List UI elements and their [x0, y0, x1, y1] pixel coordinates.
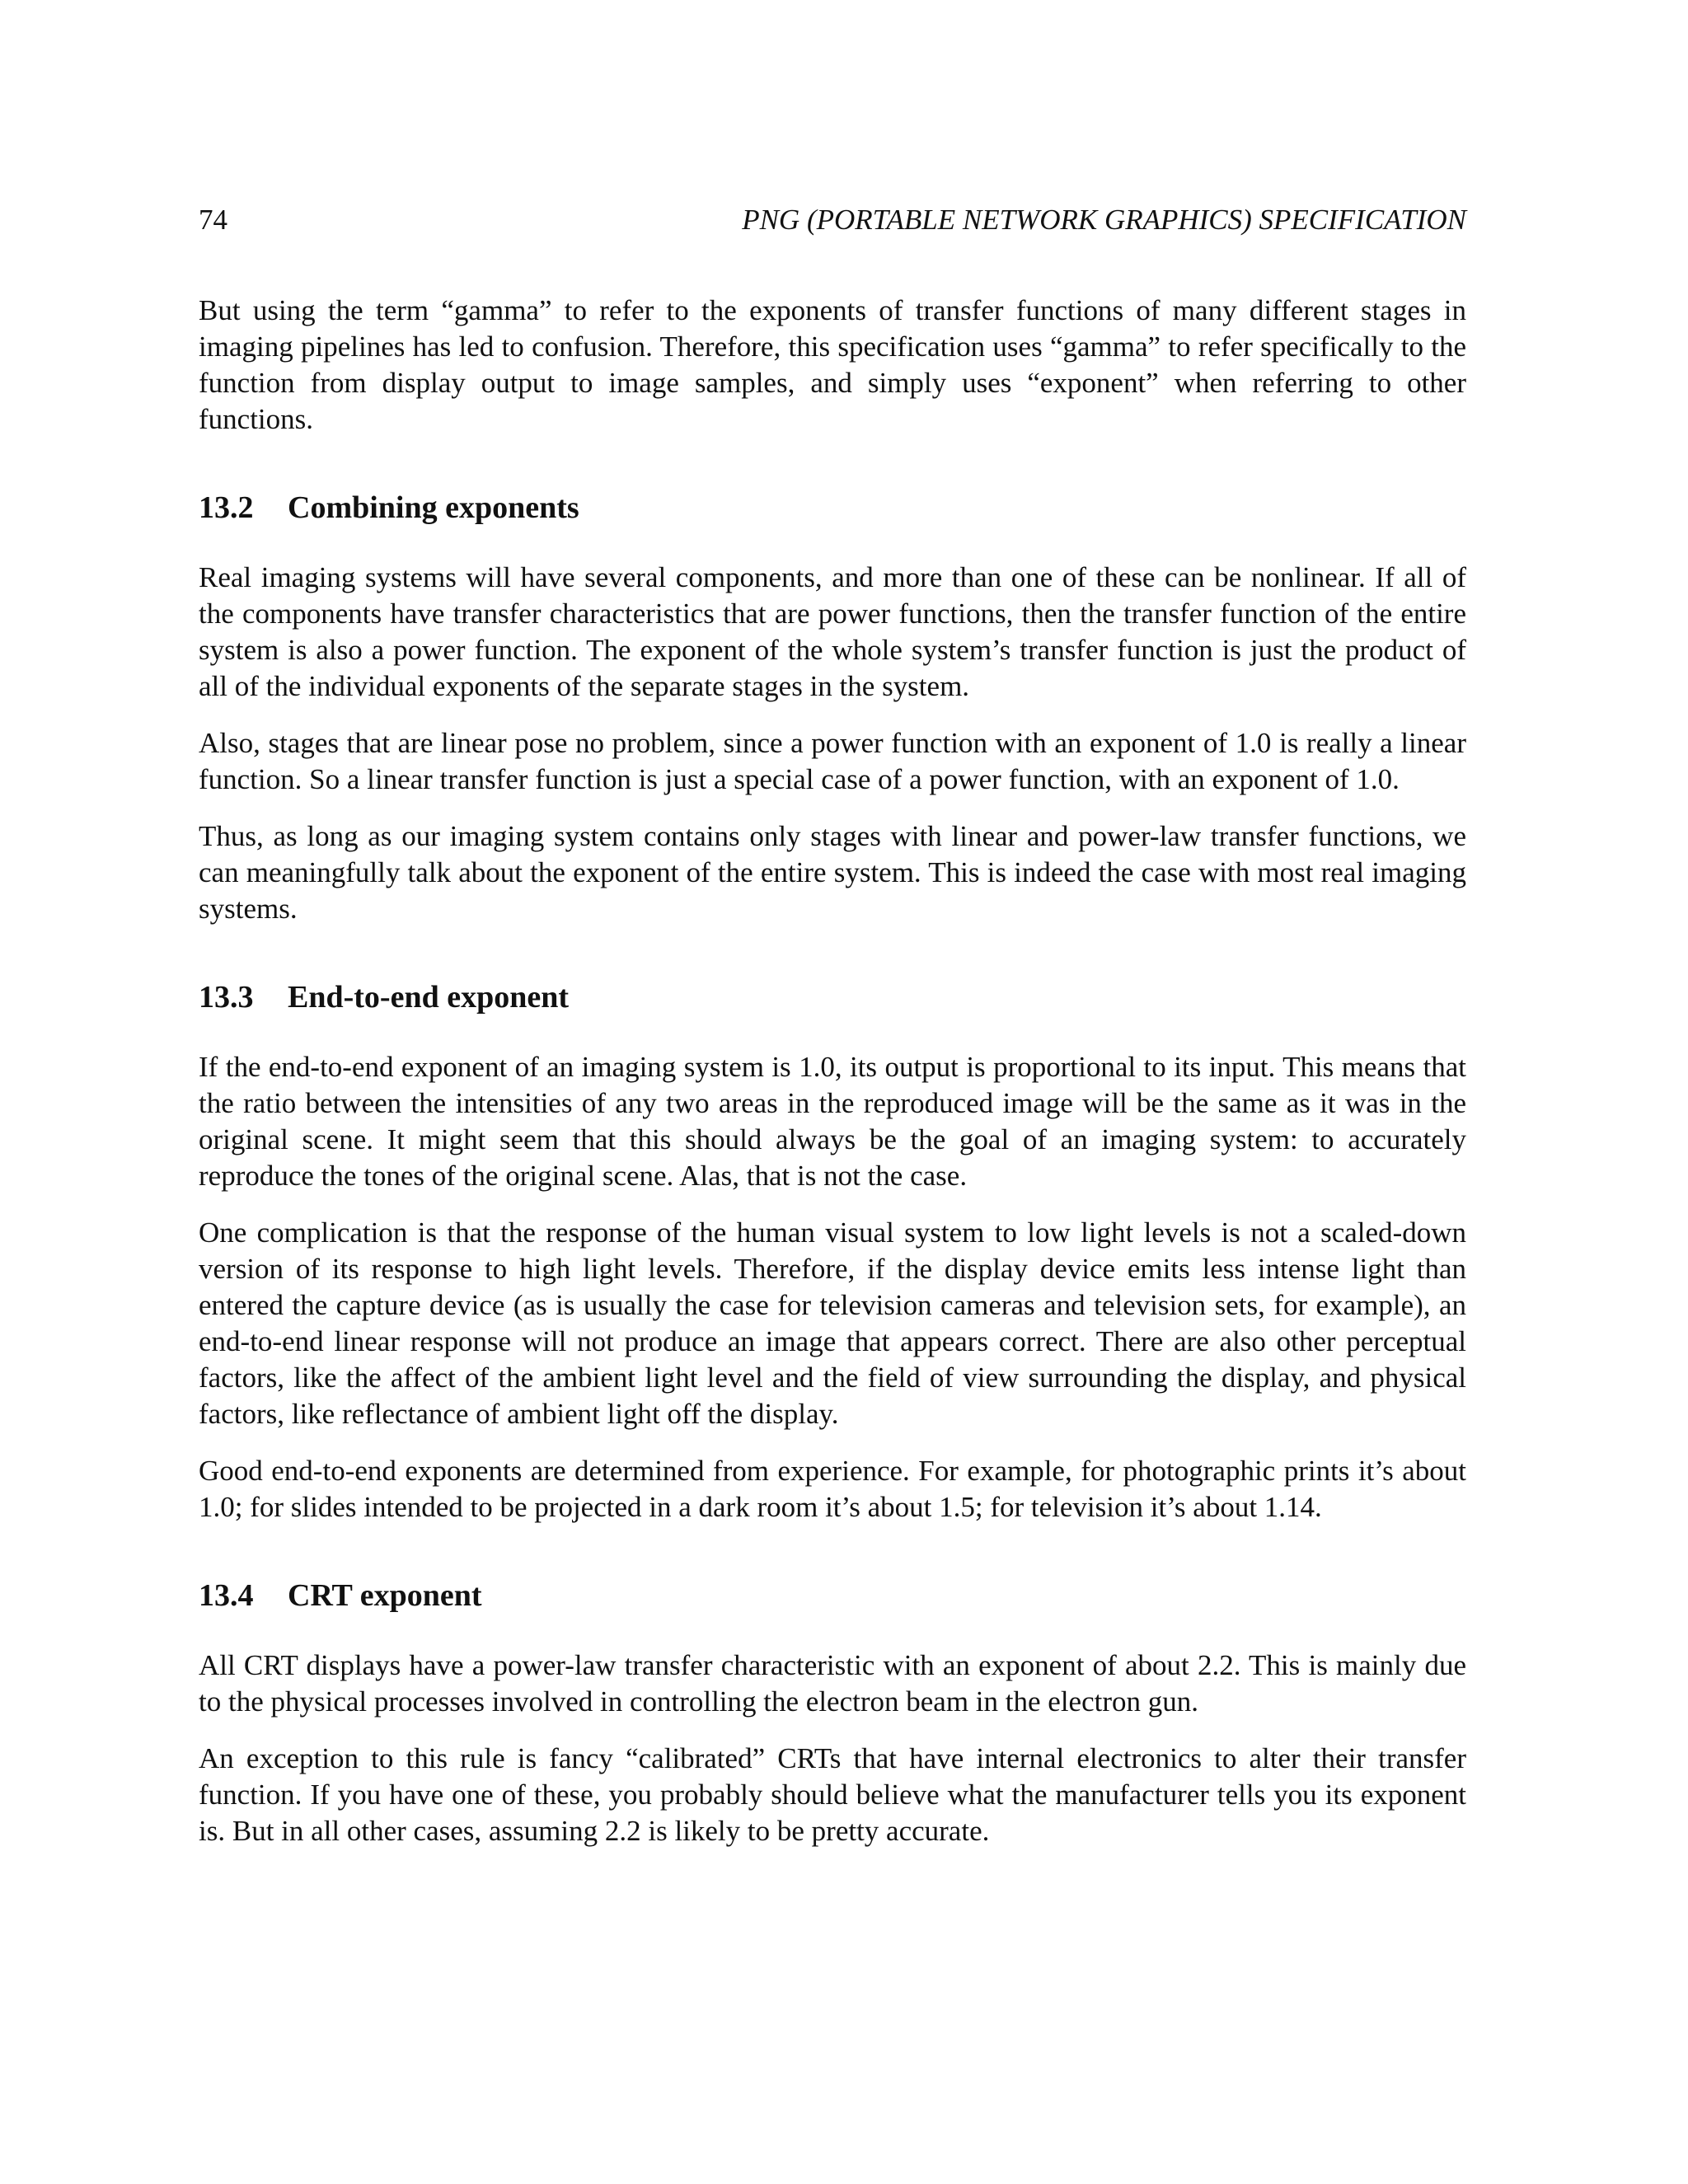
- paragraph: But using the term “gamma” to refer to the exponents of transfer functions of many different stages in imaging pipelines has led to confusion. Therefore, this specification uses “gamma” to refer specifically to the function from display output to image samples, and simply uses “exponent” when referring to other functions.: [199, 294, 1466, 435]
- page-content: [199, 293, 1466, 1870]
- section-title: CRT exponent: [288, 1578, 482, 1613]
- section-heading: [199, 977, 1466, 1018]
- section-title: End-to-end exponent: [288, 980, 569, 1015]
- paragraph: An exception to this rule is fancy “calibrated” CRTs that have internal electronics to alter their transfer function. If you have one of these, you probably should believe what the manufacturer tells you its exponent is. But in all other cases, assuming 2.2 is likely to be pretty accurate.: [199, 1742, 1466, 1847]
- page-number: 74: [199, 204, 227, 236]
- section-13-3: [199, 977, 1466, 1526]
- section-number: 13.3: [199, 980, 254, 1015]
- paragraph: One complication is that the response of the human visual system to low light levels is not a scaled-down version of its response to high light levels. Therefore, if the display device emits less intense light than entered the capture device (as is usually the case for television cameras and television sets, for example), an end-to-end linear response will not produce an image that appears correct. There are also other perceptual factors, like the affect of the ambient light level and the field of view surrounding the display, and physical factors, like reflectance of ambient light off the display.: [199, 1216, 1466, 1430]
- paragraph: Real imaging systems will have several components, and more than one of these can be nonlinear. If all of the components have transfer characteristics that are power functions, then the transfer function of the entire system is also a power function. The exponent of the whole system’s transfer function is just the product of all of the individual exponents of the separate stages in the system.: [199, 561, 1466, 702]
- section-number: 13.2: [199, 490, 254, 525]
- section-number: 13.4: [199, 1578, 254, 1613]
- document-page: [199, 0, 1466, 2184]
- paragraph: Good end-to-end exponents are determined from experience. For example, for photographic prints it’s about 1.0; for slides intended to be projected in a dark room it’s about 1.5; for television it’s about 1.14.: [199, 1455, 1466, 1523]
- running-header-title: PNG (PORTABLE NETWORK GRAPHICS) SPECIFICATION: [742, 204, 1466, 236]
- paragraph: If the end-to-end exponent of an imaging system is 1.0, its output is proportional to its input. This means that the ratio between the intensities of any two areas in the reproduced image will be the same as it was in the original scene. It might seem that this should always be the goal of an imaging system: to accurately reproduce the tones of the original scene. Alas, that is not the case.: [199, 1051, 1466, 1192]
- section-heading: [199, 1575, 1466, 1616]
- paragraph: Also, stages that are linear pose no problem, since a power function with an exponent of 1.0 is really a linear function. So a linear transfer function is just a special case of a power function, with an exponent of 1.0.: [199, 727, 1466, 795]
- paragraph: All CRT displays have a power-law transfer characteristic with an exponent of about 2.2. This is mainly due to the physical processes involved in controlling the electron beam in the electron gun.: [199, 1649, 1466, 1718]
- intro-section: [199, 293, 1466, 438]
- running-header: [199, 200, 1466, 240]
- section-13-2: [199, 487, 1466, 927]
- paragraph: Thus, as long as our imaging system contains only stages with linear and power-law transfer functions, we can meaningfully talk about the exponent of the entire system. This is indeed the case with most real imaging systems.: [199, 820, 1466, 925]
- section-13-4: [199, 1575, 1466, 1849]
- section-title: Combining exponents: [288, 490, 579, 525]
- section-heading: [199, 487, 1466, 528]
